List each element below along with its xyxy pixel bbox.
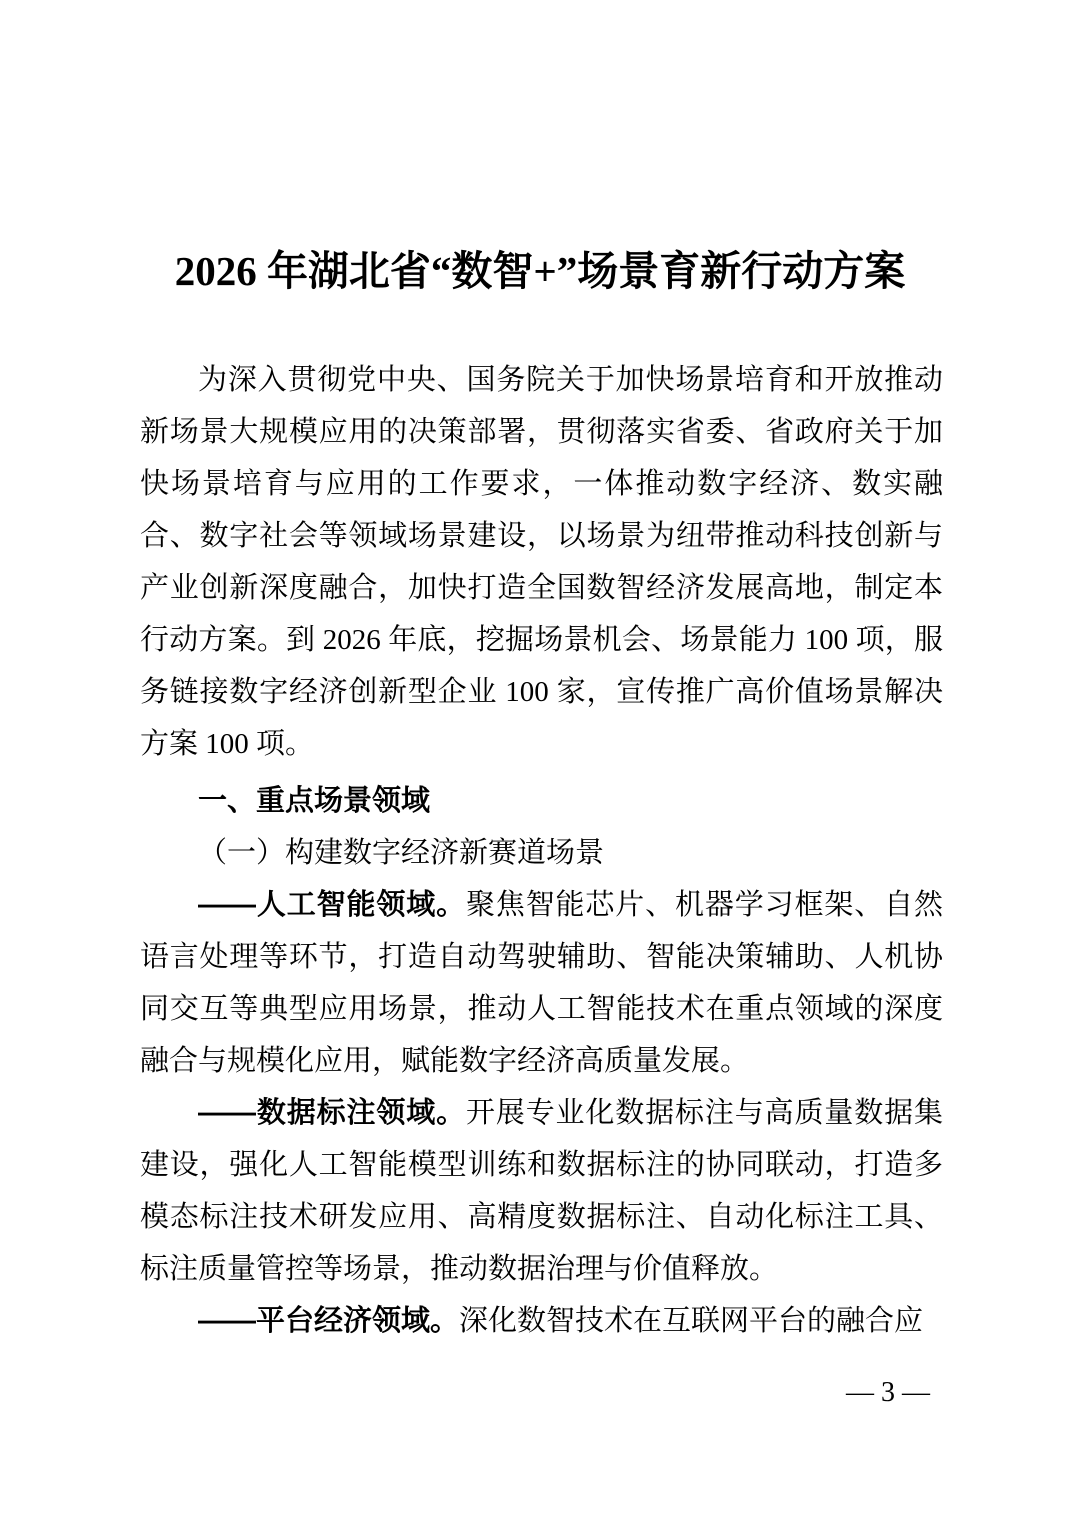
item-lead-platform-economy: ——平台经济领域。	[198, 1305, 460, 1337]
intro-paragraph: 为深入贯彻党中央、国务院关于加快场景培育和开放推动新场景大规模应用的决策部署，贯彻落实省委、省政府关于加快场景培育与应用的工作要求，一体推动数字经济、数实融合、数字社会等领域场景建设，以场景为纽带推动科技创新与产业创新深度融合，加快打造全国数智经济发展高地，制定本行动方案。到 2026 年底，挖掘场景机会、场景能力 100 项，服务链接数字经济创新型企业 100 家，宣传推广高价值场景解决方案 100 项。	[140, 364, 943, 760]
item-text-ai: 聚焦智能芯片、机器学习框架、自然语言处理等环节，打造自动驾驶辅助、智能决策辅助、人机协同交互等典型应用场景，推动人工智能技术在重点领域的深度融合与规模化应用，赋能数字经济高质量发展。	[140, 889, 943, 1077]
item-paragraph-platform-economy	[140, 1295, 943, 1347]
item-paragraph-ai	[140, 879, 943, 1087]
page-number: — 3 —	[846, 1377, 930, 1408]
item-text-data-annotation: 开展专业化数据标注与高质量数据集建设，强化人工智能模型训练和数据标注的协同联动，打造多模态标注技术研发应用、高精度数据标注、自动化标注工具、标注质量管控等场景，推动数据治理与价值释放。	[140, 1097, 943, 1285]
item-paragraph-data-annotation	[140, 1087, 943, 1295]
sub-heading-digital-economy-new-track: （一）构建数字经济新赛道场景	[198, 837, 605, 869]
document-title: 2026 年湖北省“数智+”场景育新行动方案	[174, 248, 906, 294]
item-lead-data-annotation: ——数据标注领域。	[198, 1097, 466, 1129]
item-lead-ai: ——人工智能领域。	[198, 889, 466, 921]
document-body	[140, 354, 943, 1347]
item-text-platform-economy: 深化数智技术在互联网平台的融合应	[459, 1305, 924, 1337]
section-heading-key-scenario-areas: 一、重点场景领域	[198, 785, 431, 817]
